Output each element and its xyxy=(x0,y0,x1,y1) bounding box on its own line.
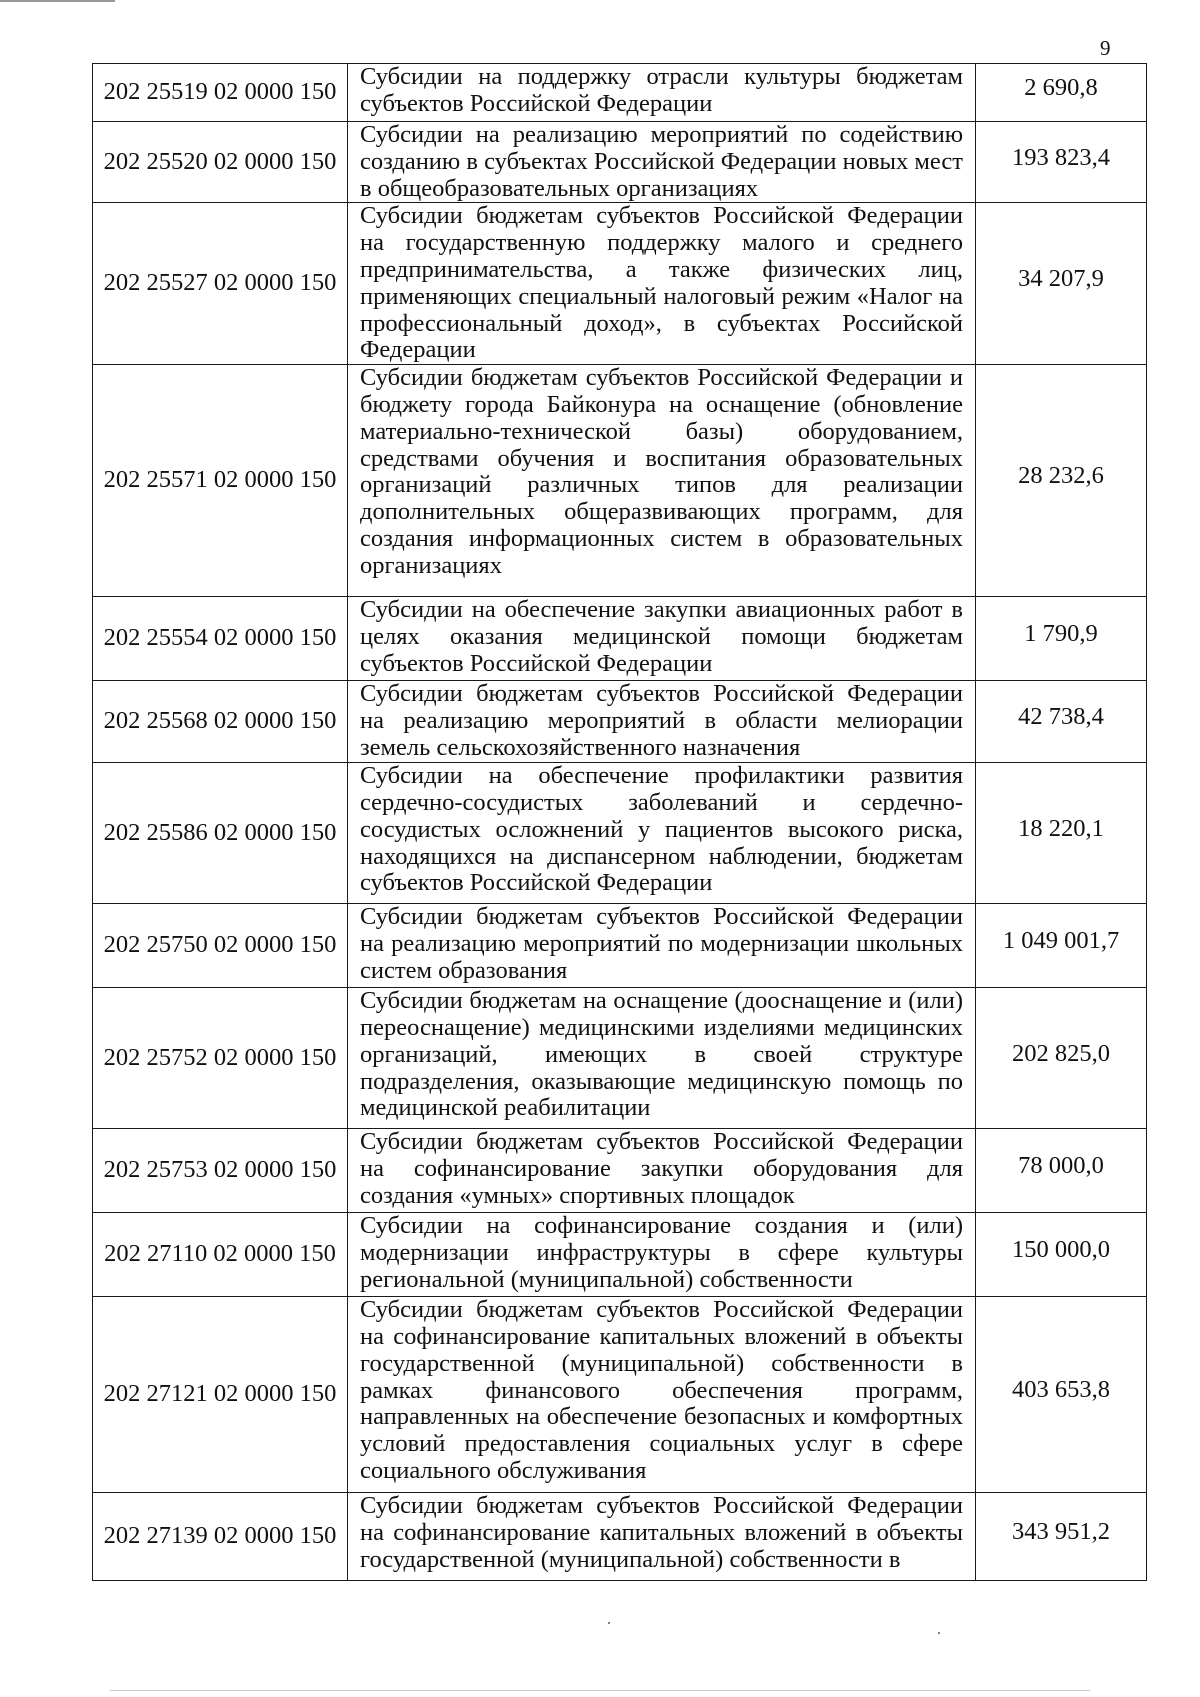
amount-cell: 42 738,4 xyxy=(976,681,1147,763)
amount-cell: 150 000,0 xyxy=(976,1213,1147,1297)
description-cell: Субсидии бюджетам субъектов Российской Федерации на реализацию мероприятий по модернизации школьных систем образования xyxy=(348,904,976,988)
budget-code-cell: 202 25520 02 0000 150 xyxy=(93,122,348,203)
budget-code-cell: 202 25750 02 0000 150 xyxy=(93,904,348,988)
budget-code-cell: 202 25519 02 0000 150 xyxy=(93,64,348,122)
description-cell: Субсидии бюджетам субъектов Российской Федерации на реализацию мероприятий в области мелиорации земель сельскохозяйственного назначения xyxy=(348,681,976,763)
amount-cell: 1 049 001,7 xyxy=(976,904,1147,988)
table-row xyxy=(93,763,1147,904)
scan-edge-mark xyxy=(0,0,115,2)
budget-code-cell: 202 27110 02 0000 150 xyxy=(93,1213,348,1297)
table-row xyxy=(93,681,1147,763)
page-number: 9 xyxy=(1100,36,1111,60)
description-cell: Субсидии бюджетам субъектов Российской Федерации на софинансирование капитальных вложений в объекты государственной (муниципальной) собственности в xyxy=(348,1493,976,1581)
table-row xyxy=(93,203,1147,365)
budget-revenue-table xyxy=(92,63,1147,1581)
amount-cell: 343 951,2 xyxy=(976,1493,1147,1581)
table-row xyxy=(93,1129,1147,1213)
description-cell: Субсидии бюджетам субъектов Российской Федерации на софинансирование закупки оборудования для создания «умных» спортивных площадок xyxy=(348,1129,976,1213)
description-cell: Субсидии на поддержку отрасли культуры бюджетам субъектов Российской Федерации xyxy=(348,64,976,122)
description-cell: Субсидии на обеспечение профилактики развития сердечно-сосудистых заболеваний и сердечно-сосудистых осложнений у пациентов высокого риска, находящихся на диспансерном наблюдении, бюджетам субъектов Российской Федерации xyxy=(348,763,976,904)
budget-code-cell: 202 25527 02 0000 150 xyxy=(93,203,348,365)
budget-code-cell: 202 27139 02 0000 150 xyxy=(93,1493,348,1581)
amount-cell: 18 220,1 xyxy=(976,763,1147,904)
table-row xyxy=(93,1297,1147,1493)
description-cell: Субсидии на софинансирование создания и (или) модернизации инфраструктуры в сфере культуры региональной (муниципальной) собственности xyxy=(348,1213,976,1297)
amount-cell: 34 207,9 xyxy=(976,203,1147,365)
amount-cell: 1 790,9 xyxy=(976,597,1147,681)
description-cell: Субсидии бюджетам субъектов Российской Федерации и бюджету города Байконура на оснащение (обновление материально-технической базы) оборудованием, средствами обучения и воспитания образовательных организаций различных типов для реализации дополнительных общеразвивающих программ, для создания информационных систем в образовательных организациях xyxy=(348,365,976,597)
description-cell: Субсидии на реализацию мероприятий по содействию созданию в субъектах Российской Федерации новых мест в общеобразовательных организациях xyxy=(348,122,976,203)
budget-code-cell: 202 25586 02 0000 150 xyxy=(93,763,348,904)
budget-code-cell: 202 25752 02 0000 150 xyxy=(93,988,348,1129)
table-row xyxy=(93,122,1147,203)
amount-cell: 403 653,8 xyxy=(976,1297,1147,1493)
amount-cell: 193 823,4 xyxy=(976,122,1147,203)
budget-code-cell: 202 25753 02 0000 150 xyxy=(93,1129,348,1213)
budget-code-cell: 202 25568 02 0000 150 xyxy=(93,681,348,763)
table-row xyxy=(93,904,1147,988)
table-row xyxy=(93,365,1147,597)
table-row xyxy=(93,597,1147,681)
amount-cell: 78 000,0 xyxy=(976,1129,1147,1213)
budget-code-cell: 202 25554 02 0000 150 xyxy=(93,597,348,681)
amount-cell: 28 232,6 xyxy=(976,365,1147,597)
description-cell: Субсидии на обеспечение закупки авиационных работ в целях оказания медицинской помощи бюджетам субъектов Российской Федерации xyxy=(348,597,976,681)
description-cell: Субсидии бюджетам субъектов Российской Федерации на софинансирование капитальных вложений в объекты государственной (муниципальной) собственности в рамках финансового обеспечения программ, направленных на обеспечение безопасных и комфортных условий предоставления социальных услуг в сфере социального обслуживания xyxy=(348,1297,976,1493)
table-row xyxy=(93,64,1147,122)
amount-cell: 2 690,8 xyxy=(976,64,1147,122)
scan-speck xyxy=(938,1632,940,1634)
scan-speck xyxy=(608,1622,610,1624)
table-row xyxy=(93,1493,1147,1581)
description-cell: Субсидии бюджетам на оснащение (дооснащение и (или) переоснащение) медицинскими изделиями медицинских организаций, имеющих в своей структуре подразделения, оказывающие медицинскую помощь по медицинской реабилитации xyxy=(348,988,976,1129)
description-cell: Субсидии бюджетам субъектов Российской Федерации на государственную поддержку малого и среднего предпринимательства, а также физических лиц, применяющих специальный налоговый режим «Налог на профессиональный доход», в субъектах Российской Федерации xyxy=(348,203,976,365)
table-row xyxy=(93,1213,1147,1297)
amount-cell: 202 825,0 xyxy=(976,988,1147,1129)
budget-code-cell: 202 25571 02 0000 150 xyxy=(93,365,348,597)
table-row xyxy=(93,988,1147,1129)
scan-edge-line xyxy=(110,1690,1090,1691)
budget-code-cell: 202 27121 02 0000 150 xyxy=(93,1297,348,1493)
